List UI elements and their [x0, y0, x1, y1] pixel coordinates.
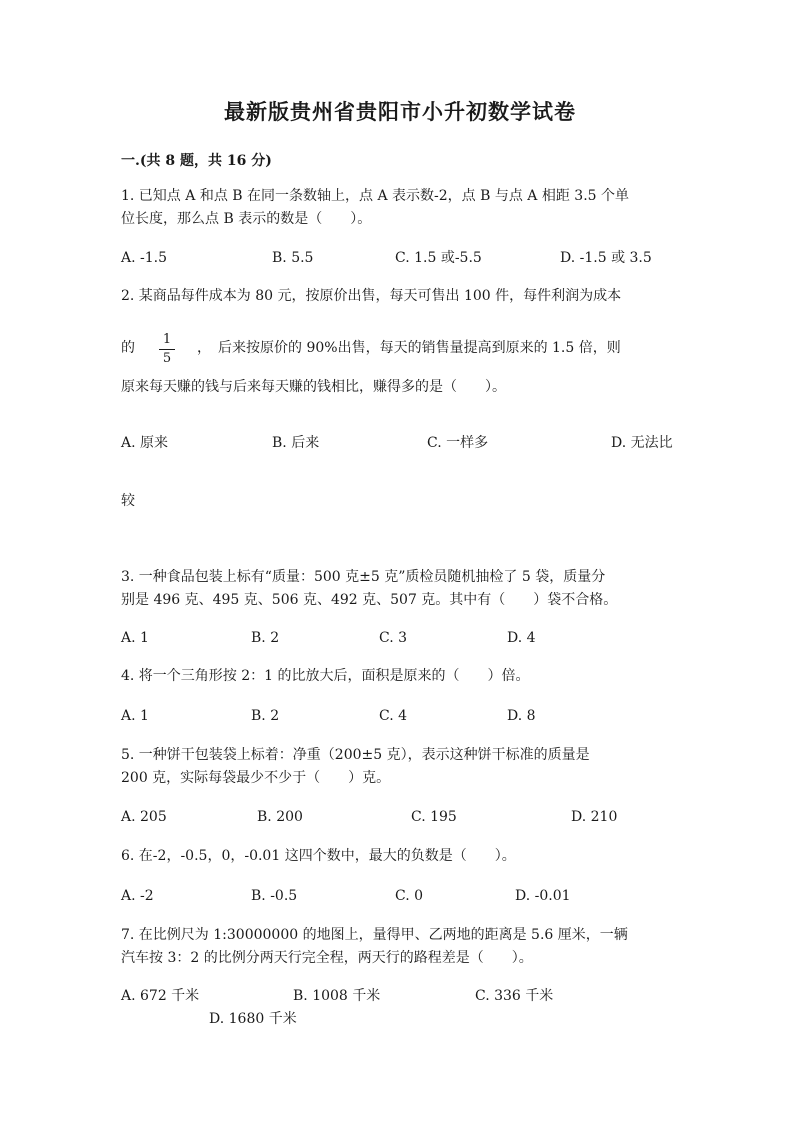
question-7-option-b: B. 1008 千米 [293, 988, 381, 1004]
question-6-text-line-1: 6. 在-2，-0.5，0，-0.01 这四个数中，最大的负数是（ ）。 [121, 848, 516, 864]
question-5-text-line-2: 200 克，实际每袋最少不少于（ ）克。 [121, 770, 391, 786]
question-6-option-c: C. 0 [395, 888, 424, 904]
question-1-text-line-2: 位长度，那么点 B 表示的数是（ ）。 [121, 211, 372, 227]
question-2-fraction [158, 333, 176, 366]
question-2-text-line-3: 原来每天赚的钱与后来每天赚的钱相比，赚得多的是（ ）。 [121, 379, 506, 395]
question-5-option-c: C. 195 [411, 809, 457, 825]
question-5-option-d: D. 210 [571, 809, 618, 825]
question-5-option-a: A. 205 [121, 809, 167, 825]
question-1-option-c: C. 1.5 或-5.5 [395, 250, 482, 266]
question-1-option-a: A. -1.5 [121, 250, 168, 266]
question-7-text-line-2: 汽车按 3：2 的比例分两天行完全程，两天行的路程差是（ ）。 [121, 950, 533, 966]
fraction-denominator: 5 [162, 351, 172, 366]
question-3-option-b: B. 2 [251, 630, 280, 646]
fraction-numerator: 1 [162, 332, 172, 347]
fraction-bar [159, 349, 175, 350]
question-7-option-c: C. 336 千米 [475, 988, 554, 1004]
question-1-option-b: B. 5.5 [272, 250, 314, 266]
question-3-text-line-1: 3. 一种食品包装上标有“质量：500 克±5 克”质检员随机抽检了 5 袋，质量分 [121, 569, 606, 585]
question-3-option-c: C. 3 [379, 630, 408, 646]
question-3-text-line-2: 别是 496 克、495 克、506 克、492 克、507 克。其中有（ ）袋不合格。 [121, 592, 618, 608]
question-3-option-a: A. 1 [121, 630, 149, 646]
question-7-text-line-1: 7. 在比例尺为 1:30000000 的地图上，量得甲、乙两地的距离是 5.6 厘米，一辆 [121, 927, 628, 943]
question-3-option-d: D. 4 [507, 630, 536, 646]
question-6-option-a: A. -2 [121, 888, 154, 904]
question-2-text-line-1: 2. 某商品每件成本为 80 元，按原价出售，每天可售出 100 件，每件利润为成本 [121, 288, 622, 304]
question-7-option-a: A. 672 千米 [121, 988, 200, 1004]
question-2-option-d-wrap: 较 [121, 493, 135, 509]
question-4-option-b: B. 2 [251, 708, 280, 724]
question-5-option-b: B. 200 [257, 809, 303, 825]
page-title: 最新版贵州省贵阳市小升初数学试卷 [224, 99, 576, 124]
question-4-text-line-1: 4. 将一个三角形按 2：1 的比放大后，面积是原来的（ ）倍。 [121, 668, 530, 684]
question-5-text-line-1: 5. 一种饼干包装袋上标着：净重（200±5 克），表示这种饼干标准的质量是 [121, 747, 590, 763]
question-2-option-a: A. 原来 [121, 435, 169, 451]
question-4-option-d: D. 8 [507, 708, 536, 724]
question-4-option-c: C. 4 [379, 708, 408, 724]
question-1-option-d: D. -1.5 或 3.5 [560, 250, 652, 266]
question-6-option-d: D. -0.01 [515, 888, 571, 904]
question-2-text-line-2: ， 后来按原价的 90%出售，每天的销售量提高到原来的 1.5 倍，则 [197, 340, 621, 356]
section-header: 一.(共 8 题，共 16 分) [121, 153, 272, 169]
question-2-text-prefix: 的 [121, 340, 135, 356]
question-4-option-a: A. 1 [121, 708, 149, 724]
question-2-option-b: B. 后来 [272, 435, 320, 451]
question-2-option-d: D. 无法比 [611, 435, 673, 451]
question-7-option-d: D. 1680 千米 [209, 1011, 297, 1027]
question-6-option-b: B. -0.5 [251, 888, 298, 904]
question-2-option-c: C. 一样多 [427, 435, 489, 451]
question-1-text-line-1: 1. 已知点 A 和点 B 在同一条数轴上，点 A 表示数-2，点 B 与点 A 相距 3.5 个单 [121, 188, 630, 204]
